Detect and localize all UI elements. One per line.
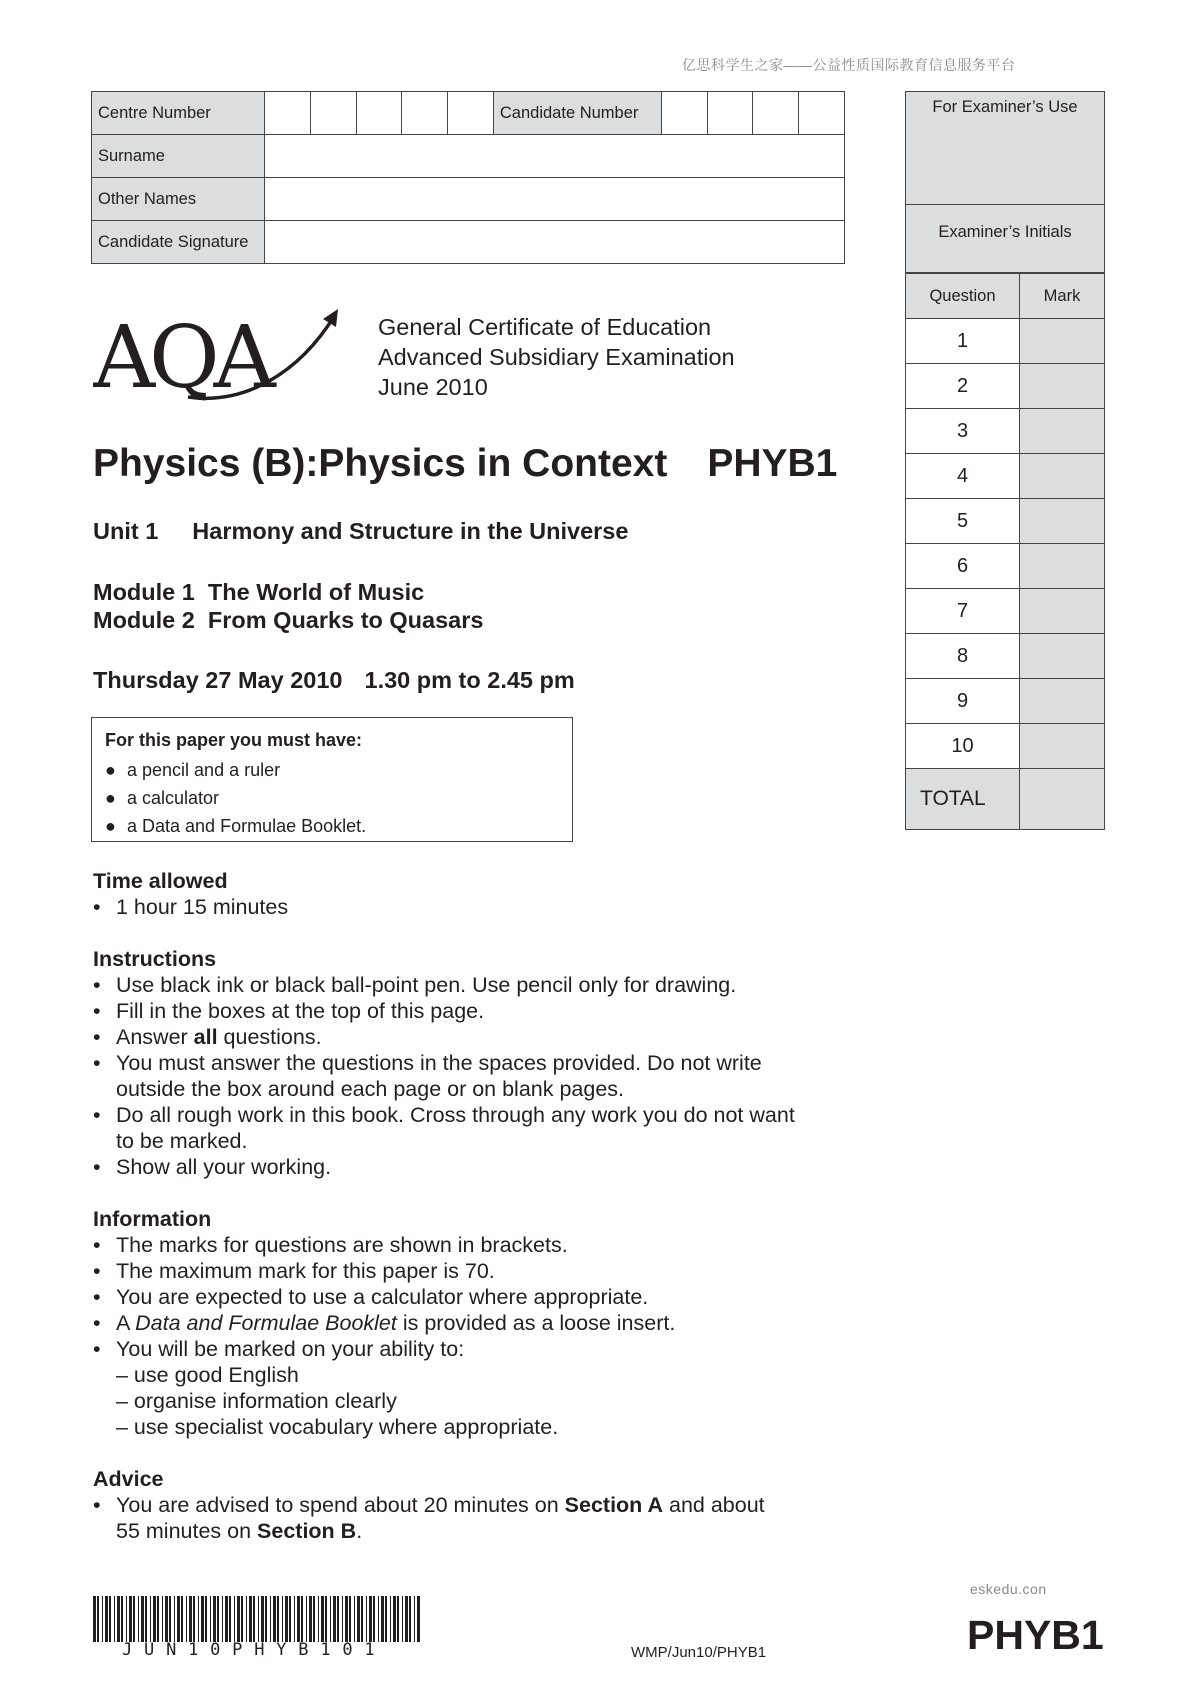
text-fragment: and about — [663, 1493, 765, 1517]
mark-header: Mark — [1020, 274, 1105, 319]
barcode-bar — [294, 1596, 295, 1642]
section-heading: Advice — [93, 1467, 164, 1491]
barcode-bar — [321, 1596, 324, 1642]
barcode-bar — [265, 1596, 267, 1642]
question-number: 1 — [906, 319, 1020, 364]
list-item: • Answer all questions. — [93, 1025, 322, 1049]
signature-label: Candidate Signature — [92, 221, 265, 264]
barcode-bar — [249, 1596, 252, 1642]
text-fragment: You are advised to spend about 20 minutes on — [116, 1493, 565, 1517]
candidate-number-box[interactable] — [707, 92, 753, 135]
list-item: ● a pencil and a ruler — [105, 760, 281, 780]
barcode-bar — [306, 1596, 307, 1642]
barcode-bar — [129, 1596, 132, 1642]
other-names-label: Other Names — [92, 178, 265, 221]
barcode-bar — [153, 1596, 156, 1642]
barcode-bar — [345, 1596, 348, 1642]
list-item-text: The maximum mark for this paper is 70. — [116, 1259, 495, 1283]
barcode-bar — [102, 1596, 103, 1642]
barcode-bar — [150, 1596, 151, 1642]
barcode-bar — [261, 1596, 264, 1642]
watermark-top: 亿思科学生之家——公益性质国际教育信息服务平台 — [682, 57, 1016, 73]
question-header: Question — [906, 274, 1020, 319]
bold-text: Section B — [257, 1519, 357, 1543]
barcode-bar — [145, 1596, 147, 1642]
centre-number-label: Centre Number — [92, 92, 265, 135]
list-item: ● a Data and Formulae Booklet. — [105, 816, 367, 836]
barcode-bar — [417, 1596, 420, 1642]
italic-text: Data and Formulae Booklet — [135, 1311, 397, 1335]
candidate-number-box[interactable] — [661, 92, 707, 135]
module-line: Module 1 The World of Music — [93, 579, 425, 605]
qualification-block — [378, 312, 735, 402]
marks-table — [905, 273, 1105, 830]
barcode-bar — [282, 1596, 283, 1642]
barcode-bar — [402, 1596, 403, 1642]
exam-day: Thursday 27 May 2010 — [93, 667, 343, 693]
barcode-bar — [105, 1596, 108, 1642]
barcode-bar — [385, 1596, 387, 1642]
text-fragment: . — [356, 1519, 363, 1543]
text-fragment: 55 minutes on — [116, 1519, 258, 1543]
barcode-bar — [354, 1596, 355, 1642]
list-item-text: Fill in the boxes at the top of this page. — [116, 999, 485, 1023]
barcode-bar — [210, 1596, 211, 1642]
barcode — [93, 1596, 423, 1642]
barcode-bar — [414, 1596, 415, 1642]
question-number: 5 — [906, 499, 1020, 544]
list-item-text: You are expected to use a calculator where appropriate. — [116, 1285, 649, 1309]
barcode-bar — [213, 1596, 216, 1642]
total-mark-cell[interactable] — [1020, 769, 1105, 830]
question-number: 4 — [906, 454, 1020, 499]
exam-time: 1.30 pm to 2.45 pm — [364, 667, 575, 693]
barcode-bar — [342, 1596, 343, 1642]
advice-section — [93, 1466, 803, 1544]
list-item: • The maximum mark for this paper is 70. — [93, 1259, 495, 1283]
mark-cell[interactable] — [1020, 679, 1105, 724]
barcode-bar — [333, 1596, 336, 1642]
barcode-bar — [157, 1596, 159, 1642]
section-heading: Information — [93, 1207, 212, 1231]
candidate-details-table — [91, 91, 845, 264]
text-fragment: questions. — [217, 1025, 322, 1049]
section-heading: Instructions — [93, 947, 217, 971]
barcode-bar — [273, 1596, 276, 1642]
list-item: • You will be marked on your ability to: — [93, 1337, 465, 1361]
barcode-bar — [369, 1596, 372, 1642]
barcode-bar — [169, 1596, 171, 1642]
barcode-bar — [313, 1596, 315, 1642]
barcode-bar — [253, 1596, 255, 1642]
watermark-bottom: eskedu.con — [970, 1581, 1047, 1597]
total-label: TOTAL — [906, 769, 1020, 830]
barcode-bar — [97, 1596, 99, 1642]
list-item-text: Show all your working. — [116, 1155, 332, 1179]
barcode-bar — [330, 1596, 331, 1642]
barcode-bar — [349, 1596, 351, 1642]
barcode-bar — [205, 1596, 207, 1642]
barcode-bar — [397, 1596, 399, 1642]
barcode-bar — [297, 1596, 300, 1642]
sub-list-item: – organise information clearly — [116, 1389, 397, 1413]
barcode-bar — [270, 1596, 271, 1642]
barcode-bar — [357, 1596, 360, 1642]
list-item-text: The marks for questions are shown in brackets. — [116, 1233, 568, 1257]
barcode-bar — [217, 1596, 219, 1642]
barcode-bar — [138, 1596, 139, 1642]
aqa-logo-text: AQA — [93, 308, 270, 405]
footer-paper-code: PHYB1 — [967, 1612, 1104, 1658]
list-item: • Fill in the boxes at the top of this page. — [93, 999, 485, 1023]
question-number: 6 — [906, 544, 1020, 589]
paper-reference: WMP/Jun10/PHYB1 — [631, 1644, 767, 1661]
section-heading: Time allowed — [93, 869, 228, 893]
sub-list-item: – use good English — [116, 1363, 299, 1387]
barcode-bar — [109, 1596, 111, 1642]
list-item: • A Data and Formulae Booklet is provided as a loose insert. — [93, 1311, 676, 1335]
list-item-text: You must answer the questions in the spaces provided. Do not write outside the box around each page or on blank pages. — [116, 1051, 762, 1101]
barcode-bar — [337, 1596, 339, 1642]
text-fragment: A — [116, 1311, 136, 1335]
candidate-number-box[interactable] — [799, 92, 845, 135]
barcode-bar — [114, 1596, 115, 1642]
barcode-bar — [181, 1596, 183, 1642]
list-item: • Use black ink or black ball-point pen. Use pencil only for drawing. — [93, 973, 737, 997]
barcode-bar — [121, 1596, 123, 1642]
barcode-bar — [361, 1596, 363, 1642]
mark-cell[interactable] — [1020, 589, 1105, 634]
barcode-bar — [285, 1596, 288, 1642]
must-have-heading: For this paper you must have: — [105, 730, 363, 750]
instructions-section — [93, 946, 803, 1180]
unit-heading — [93, 518, 628, 545]
mark-cell[interactable] — [1020, 319, 1105, 364]
barcode-bar — [133, 1596, 135, 1642]
time-allowed-section — [93, 868, 288, 920]
list-item: • You are advised to spend about 20 minutes on Section A and about — [93, 1493, 765, 1517]
list-item-text: a Data and Formulae Booklet. — [127, 816, 367, 836]
barcode-bar — [189, 1596, 192, 1642]
subject-title: Physics (B):Physics in Context — [93, 442, 668, 485]
list-item-text: a calculator — [127, 788, 220, 808]
mark-cell[interactable] — [1020, 364, 1105, 409]
list-item: • You must answer the questions in the spaces provided. Do not write outside the box around each page or on blank pages. — [93, 1051, 762, 1101]
aqa-logo — [93, 305, 343, 405]
examiner-use-label: For Examiner’s Use — [905, 91, 1105, 205]
surname-field[interactable] — [264, 135, 844, 178]
barcode-bar — [126, 1596, 127, 1642]
surname-label: Surname — [92, 135, 265, 178]
text-fragment: is provided as a loose insert. — [396, 1311, 676, 1335]
centre-number-box[interactable] — [310, 92, 356, 135]
barcode-bar — [405, 1596, 408, 1642]
question-number: 2 — [906, 364, 1020, 409]
mark-cell[interactable] — [1020, 544, 1105, 589]
centre-number-box[interactable] — [402, 92, 448, 135]
mark-cell[interactable] — [1020, 454, 1105, 499]
barcode-bar — [409, 1596, 411, 1642]
centre-number-box[interactable] — [448, 92, 494, 135]
barcode-bar — [381, 1596, 384, 1642]
barcode-bar — [186, 1596, 187, 1642]
barcode-bar — [309, 1596, 312, 1642]
barcode-bar — [141, 1596, 144, 1642]
barcode-bar — [390, 1596, 391, 1642]
barcode-bar — [289, 1596, 291, 1642]
list-item-continuation — [93, 1518, 803, 1544]
barcode-bar — [393, 1596, 396, 1642]
qualification-line: Advanced Subsidiary Examination — [378, 344, 735, 370]
mark-cell[interactable] — [1020, 409, 1105, 454]
list-item-text: 1 hour 15 minutes — [116, 895, 289, 919]
candidate-number-label: Candidate Number — [493, 92, 661, 135]
examiner-panel — [905, 91, 1105, 830]
mark-cell[interactable] — [1020, 499, 1105, 544]
question-number: 3 — [906, 409, 1020, 454]
barcode-bar — [237, 1596, 240, 1642]
barcode-bar — [177, 1596, 180, 1642]
bold-text: all — [193, 1025, 218, 1049]
mark-cell[interactable] — [1020, 724, 1105, 769]
barcode-bar — [222, 1596, 223, 1642]
list-item: • You are expected to use a calculator where appropriate. — [93, 1285, 649, 1309]
barcode-bar — [225, 1596, 228, 1642]
unit-name: Harmony and Structure in the Universe — [192, 518, 629, 544]
text-fragment: Answer — [116, 1025, 194, 1049]
qualification-line: June 2010 — [378, 374, 488, 400]
barcode-bar — [165, 1596, 168, 1642]
barcode-bar — [198, 1596, 199, 1642]
list-item-text: Use black ink or black ball-point pen. Use pencil only for drawing. — [116, 973, 737, 997]
sub-list-item: – use specialist vocabulary where appropriate. — [116, 1415, 559, 1439]
qualification-line: General Certificate of Education — [378, 314, 712, 340]
module-line: Module 2 From Quarks to Quasars — [93, 607, 484, 633]
list-item: ● a calculator — [105, 788, 220, 808]
list-item-text: Do all rough work in this book. Cross through any work you do not want to be marked. — [116, 1103, 795, 1153]
barcode-bar — [193, 1596, 195, 1642]
barcode-bar — [378, 1596, 379, 1642]
candidate-number-box[interactable] — [753, 92, 799, 135]
barcode-bar — [301, 1596, 303, 1642]
unit-number: Unit 1 — [93, 518, 159, 544]
mark-cell[interactable] — [1020, 634, 1105, 679]
other-names-field[interactable] — [264, 178, 844, 221]
barcode-bar — [201, 1596, 204, 1642]
paper-code: PHYB1 — [707, 442, 838, 485]
must-have-box — [91, 717, 573, 842]
list-item: • 1 hour 15 minutes — [93, 895, 289, 919]
modules-block — [93, 578, 483, 634]
question-number: 9 — [906, 679, 1020, 724]
exam-date — [93, 667, 575, 694]
barcode-bar — [246, 1596, 247, 1642]
information-section — [93, 1206, 803, 1440]
barcode-bar — [229, 1596, 231, 1642]
barcode-bar — [325, 1596, 327, 1642]
barcode-bar — [117, 1596, 120, 1642]
barcode-bar — [162, 1596, 163, 1642]
question-number: 10 — [906, 724, 1020, 769]
question-number: 7 — [906, 589, 1020, 634]
barcode-bar — [174, 1596, 175, 1642]
question-number: 8 — [906, 634, 1020, 679]
barcode-bar — [234, 1596, 235, 1642]
barcode-text: JUN10PHYB101 — [122, 1640, 387, 1660]
barcode-bar — [366, 1596, 367, 1642]
signature-field[interactable] — [264, 221, 844, 264]
barcode-bar — [258, 1596, 259, 1642]
bold-text: Section A — [564, 1493, 664, 1517]
barcode-bar — [241, 1596, 243, 1642]
list-item: • The marks for questions are shown in brackets. — [93, 1233, 568, 1257]
list-item: • Do all rough work in this book. Cross through any work you do not want to be marked. — [93, 1103, 795, 1153]
list-item-text: a pencil and a ruler — [127, 760, 281, 780]
examiner-initials-label: Examiner’s Initials — [905, 205, 1105, 273]
barcode-bar — [318, 1596, 319, 1642]
barcode-bar — [277, 1596, 279, 1642]
barcode-bar — [373, 1596, 375, 1642]
centre-number-box[interactable] — [356, 92, 402, 135]
paper-title — [93, 442, 837, 486]
list-item: • Show all your working. — [93, 1155, 332, 1179]
centre-number-box[interactable] — [264, 92, 310, 135]
barcode-bar — [93, 1596, 96, 1642]
list-item-text: You will be marked on your ability to: — [116, 1337, 465, 1361]
